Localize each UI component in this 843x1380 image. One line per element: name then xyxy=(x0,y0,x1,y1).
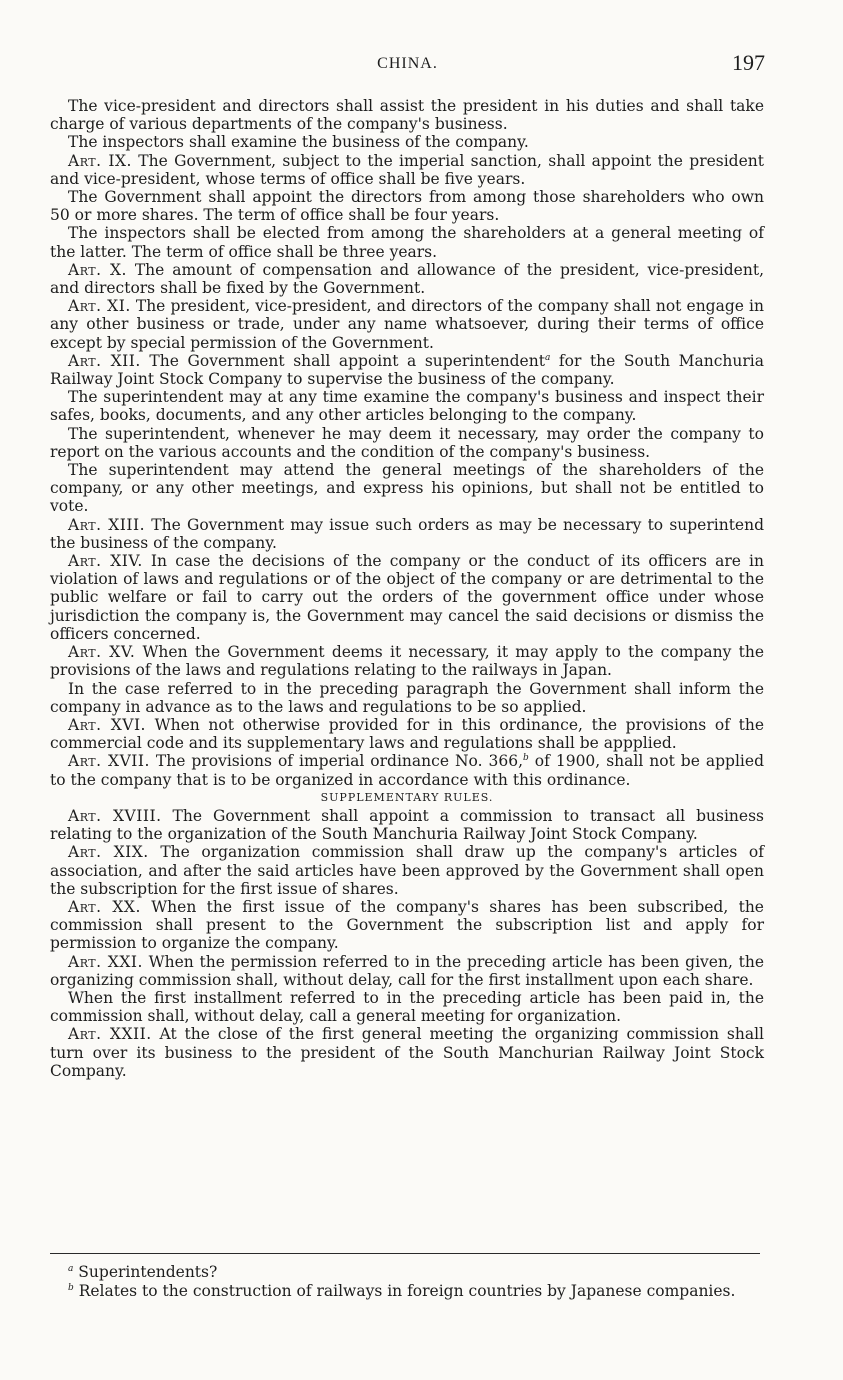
paragraph-text: of 1900, shall not be applied to the company that is to be organized in accordance with this ordinance. xyxy=(50,752,764,789)
paragraph xyxy=(50,352,764,388)
paragraph xyxy=(50,188,764,224)
paragraph-text: The amount of compensation and allowance of the president, vice-president, and directors shall be fixed by the Government. xyxy=(50,260,764,298)
article-number: Art. XVI. xyxy=(68,715,146,734)
paragraph xyxy=(50,752,764,788)
paragraph-text: When the permission referred to in the preceding article has been given, the organizing commission shall, without delay, call for the first installment upon each share. xyxy=(50,952,764,989)
paragraph xyxy=(50,989,764,1025)
paragraph-text: The provisions of imperial ordinance No. 366, xyxy=(149,752,524,771)
paragraph xyxy=(50,953,764,989)
article-number: Art. XIV. xyxy=(68,552,143,571)
article-number: Art. XVIII. xyxy=(68,806,162,825)
paragraph-text: The Government shall appoint a superintendent xyxy=(140,351,545,370)
paragraph xyxy=(50,461,764,516)
footnote xyxy=(50,1282,762,1301)
footnotes xyxy=(50,1263,762,1300)
footnote-mark: a xyxy=(544,352,551,363)
article-number: Art. X. xyxy=(68,260,127,279)
article-number: Art. XXI. xyxy=(68,952,143,971)
paragraph-text: The superintendent may attend the general meetings of the shareholders of the company, or any other meetings, and express his opinions, but shall not be entitled to vote. xyxy=(50,461,764,516)
page-number: 197 xyxy=(732,50,765,75)
footnote-text: Superintendents? xyxy=(73,1263,218,1281)
article-number: Art. XIII. xyxy=(68,515,146,534)
paragraph-text: At the close of the first general meeting the organizing commission shall turn over its business to the president of the South Manchurian Railway Joint Stock Company. xyxy=(50,1025,765,1080)
footnote-mark: b xyxy=(523,753,529,764)
paragraph xyxy=(50,843,764,898)
paragraph-text: In the case referred to in the preceding paragraph the Government shall inform the company in advance as to the laws and regulations to be so applied. xyxy=(50,679,764,716)
paragraph xyxy=(50,807,764,843)
article-number: Art. XXII. xyxy=(68,1025,152,1044)
paragraph xyxy=(50,388,764,424)
paragraph xyxy=(50,552,764,643)
footnote-rule xyxy=(50,1253,760,1254)
paragraph xyxy=(50,716,764,752)
paragraph-text: The inspectors shall be elected from among the shareholders at a general meeting of the latter. The term of office shall be three years. xyxy=(50,224,764,261)
paragraph xyxy=(50,224,764,260)
article-number: Art. XI. xyxy=(68,297,131,316)
paragraph-text: When not otherwise provided for in this ordinance, the provisions of the commercial code and its supplementary laws and regulations shall be appplied. xyxy=(50,715,764,753)
footnote-mark: a xyxy=(68,1264,74,1274)
main-paragraphs xyxy=(50,97,764,789)
paragraph-text: The inspectors shall examine the business of the company. xyxy=(68,133,529,152)
article-number: Art. IX. xyxy=(68,151,132,170)
paragraph xyxy=(50,261,764,297)
paragraph-text: The Government shall appoint a commission to transact all business relating to the organization of the South Manchuria Railway Joint Stock Company. xyxy=(50,806,764,844)
paragraph-text: The organization commission shall draw up the company's articles of association, and after the said articles have been approved by the Government shall open the subscription for the first issue of shares. xyxy=(50,843,764,898)
paragraph-text: When the first installment referred to in the preceding article has been paid in, the commission shall, without delay, call a general meeting for organization. xyxy=(50,988,764,1026)
paragraph xyxy=(50,1025,764,1080)
paragraph-text: In case the decisions of the company or the conduct of its officers are in violation of laws and regulations or of the object of the company or are detrimental to the public welfare or fail to carry out the orders of the government office under whose jurisdiction the company is, the Government may cancel the said decisions or dismiss the officers concerned. xyxy=(50,552,764,643)
paragraph-text: The superintendent, whenever he may deem it necessary, may order the company to report on the various accounts and the condition of the company's business. xyxy=(50,424,764,461)
footnote-mark: b xyxy=(68,1282,74,1293)
paragraph xyxy=(50,152,764,188)
section-heading: SUPPLEMENTARY RULES. xyxy=(320,790,494,804)
running-title: CHINA. xyxy=(377,55,438,72)
paragraph-text: The superintendent may at any time examine the company's business and inspect their safes, books, documents, and any other articles belonging to the company. xyxy=(50,388,764,425)
paragraph-text: The Government may issue such orders as may be necessary to superintend the business of the company. xyxy=(50,515,765,552)
paragraph-text: The vice-president and directors shall assist the president in his duties and shall take charge of various departments of the company's business. xyxy=(50,97,764,134)
paragraph xyxy=(50,516,764,552)
paragraph-text: The president, vice-president, and directors of the company shall not engage in any other business or trade, under any name whatsoever, during their terms of office except by special permission of the Government. xyxy=(50,297,764,352)
paragraph xyxy=(50,97,764,133)
article-number: Art. XVII. xyxy=(68,752,150,771)
paragraph-text: The Government, subject to the imperial sanction, shall appoint the president and vice-president, whose terms of office shall be five years. xyxy=(50,151,764,188)
article-number: Art. XV. xyxy=(68,643,136,662)
paragraph-text: for the South Manchuria Railway Joint Stock Company to supervise the business of the company. xyxy=(50,351,764,389)
paragraph xyxy=(50,297,764,352)
paragraph-text: The Government shall appoint the directors from among those shareholders who own 50 or more shares. The term of office shall be four years. xyxy=(50,188,764,225)
body-text xyxy=(50,97,764,1080)
paragraph xyxy=(50,680,764,716)
paragraph xyxy=(50,643,764,679)
article-number: Art. XX. xyxy=(68,897,141,916)
article-number: Art. XIX. xyxy=(68,843,149,862)
paragraph xyxy=(50,133,764,151)
paragraph-text: When the first issue of the company's shares has been subscribed, the commission shall present to the Government the subscription list and apply for permission to organize the company. xyxy=(50,897,764,953)
article-number: Art. XII. xyxy=(68,351,141,370)
paragraph xyxy=(50,898,764,953)
paragraph xyxy=(50,425,764,461)
footnote xyxy=(50,1263,762,1282)
footnote-text: Relates to the construction of railways in foreign countries by Japanese companies. xyxy=(73,1281,736,1300)
paragraph-text: When the Government deems it necessary, it may apply to the company the provisions of the laws and regulations relating to the railways in Japan. xyxy=(50,643,765,680)
supplementary-paragraphs xyxy=(50,807,764,1080)
running-head xyxy=(50,50,765,76)
